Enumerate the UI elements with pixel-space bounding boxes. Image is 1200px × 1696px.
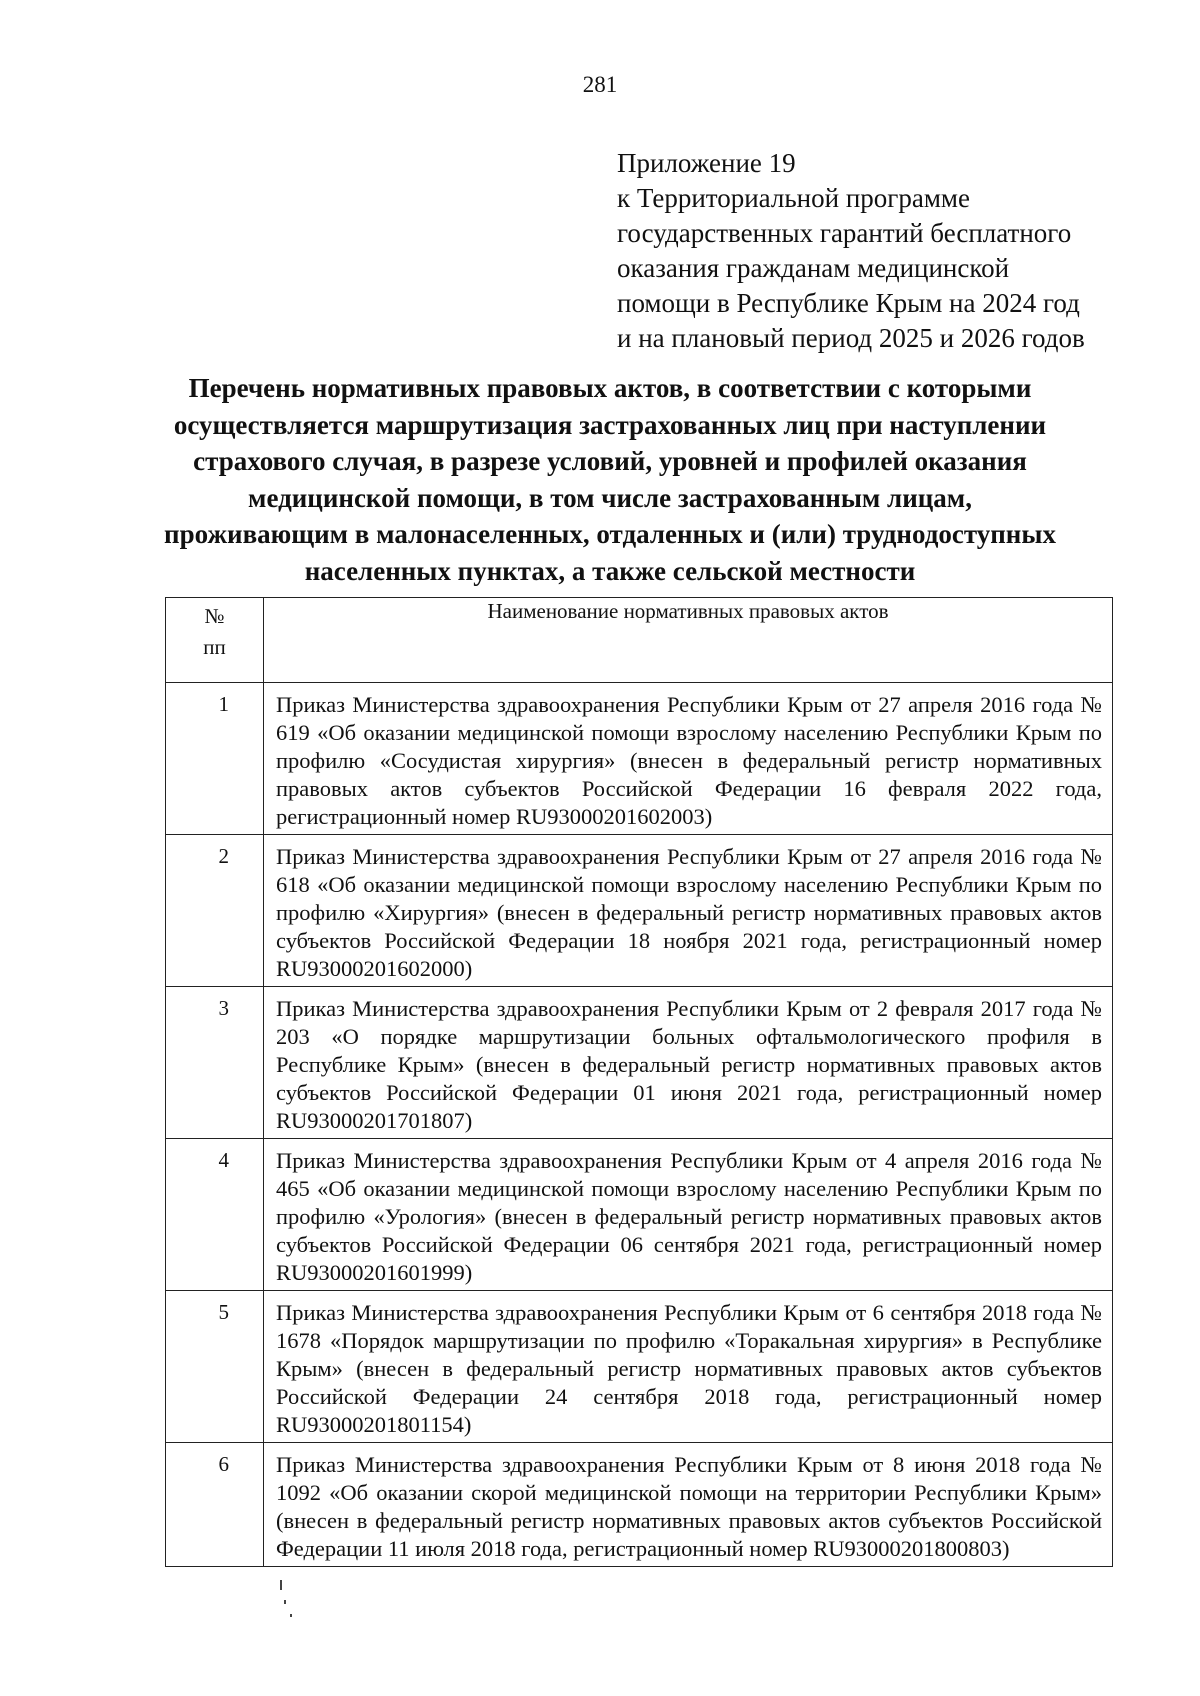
- table-row: [166, 1291, 1113, 1443]
- table-row: [166, 987, 1113, 1139]
- appendix-line: Приложение 19: [617, 148, 796, 178]
- document-title: [120, 370, 1100, 589]
- appendix-line: государственных гарантий бесплатного: [617, 218, 1072, 248]
- table-header-row: [166, 598, 1113, 683]
- row-act-text: Приказ Министерства здравоохранения Республики Крым от 4 апреля 2016 года № 465 «Об оказании медицинской помощи взрослому населению Республики Крым по профилю «Урология» (внесен в федеральный регистр нормативных правовых актов субъектов Российской Федерации 06 сентября 2021 года, регистрационный номер RU93000201601999): [264, 1139, 1113, 1291]
- scan-speck: [290, 1614, 292, 1617]
- row-number: 1: [166, 683, 264, 835]
- title-line: населенных пунктах, а также сельской местности: [304, 555, 916, 586]
- header-number-sign: №: [204, 604, 225, 628]
- appendix-line: и на плановый период 2025 и 2026 годов: [617, 323, 1085, 353]
- appendix-line: помощи в Республике Крым на 2024 год: [617, 288, 1080, 318]
- title-line: осуществляется маршрутизация застрахованных лиц при наступлении: [173, 409, 1047, 440]
- row-number: 4: [166, 1139, 264, 1291]
- row-act-text: Приказ Министерства здравоохранения Республики Крым от 27 апреля 2016 года № 618 «Об оказании медицинской помощи взрослому населению Республики Крым по профилю «Хирургия» (внесен в федеральный регистр нормативных правовых актов субъектов Российской Федерации 18 ноября 2021 года, регистрационный номер RU93000201602000): [264, 835, 1113, 987]
- row-number: 6: [166, 1443, 264, 1567]
- appendix-line: к Территориальной программе: [617, 183, 970, 213]
- legal-acts-table: [165, 597, 1113, 1567]
- table-row: [166, 1139, 1113, 1291]
- title-line: проживающим в малонаселенных, отдаленных и (или) труднодоступных: [164, 519, 1056, 549]
- row-number: 3: [166, 987, 264, 1139]
- scan-speck: [280, 1580, 282, 1590]
- row-act-text: Приказ Министерства здравоохранения Республики Крым от 27 апреля 2016 года № 619 «Об оказании медицинской помощи взрослому населению Республики Крым по профилю «Сосудистая хирургия» (внесен в федеральный регистр нормативных правовых актов субъектов Российской Федерации 16 февраля 2022 года, регистрационный номер RU93000201602003): [264, 683, 1113, 835]
- table-row: [166, 683, 1113, 835]
- header-number-abbr: пп: [203, 635, 226, 659]
- row-act-text: Приказ Министерства здравоохранения Республики Крым от 6 сентября 2018 года № 1678 «Порядок маршрутизации по профилю «Торакальная хирургия» в Республике Крым» (внесен в федеральный регистр нормативных правовых актов субъектов Российской Федерации 24 сентября 2018 года, регистрационный номер RU93000201801154): [264, 1291, 1113, 1443]
- header-name-cell: Наименование нормативных правовых актов: [264, 598, 1113, 683]
- row-number: 2: [166, 835, 264, 987]
- row-act-text: Приказ Министерства здравоохранения Республики Крым от 8 июня 2018 года № 1092 «Об оказании скорой медицинской помощи на территории Республики Крым» (внесен в федеральный регистр нормативных правовых актов субъектов Российской Федерации 11 июля 2018 года, регистрационный номер RU93000201800803): [264, 1443, 1113, 1567]
- header-number-cell: [166, 598, 264, 683]
- table-row: [166, 835, 1113, 987]
- row-act-text: Приказ Министерства здравоохранения Республики Крым от 2 февраля 2017 года № 203 «О порядке маршрутизации больных офтальмологического профиля в Республике Крым» (внесен в федеральный регистр нормативных правовых актов субъектов Российской Федерации 01 июня 2021 года, регистрационный номер RU93000201701807): [264, 987, 1113, 1139]
- appendix-line: оказания гражданам медицинской: [617, 253, 1010, 283]
- row-number: 5: [166, 1291, 264, 1443]
- title-line: страхового случая, в разрезе условий, уровней и профилей оказания: [193, 446, 1027, 476]
- title-line: Перечень нормативных правовых актов, в соответствии с которыми: [188, 373, 1032, 403]
- appendix-block: [617, 146, 1137, 356]
- scan-speck: [284, 1600, 286, 1604]
- table-row: [166, 1443, 1113, 1567]
- page-number: 281: [582, 72, 618, 97]
- title-line: медицинской помощи, в том числе застрахованным лицам,: [248, 482, 972, 513]
